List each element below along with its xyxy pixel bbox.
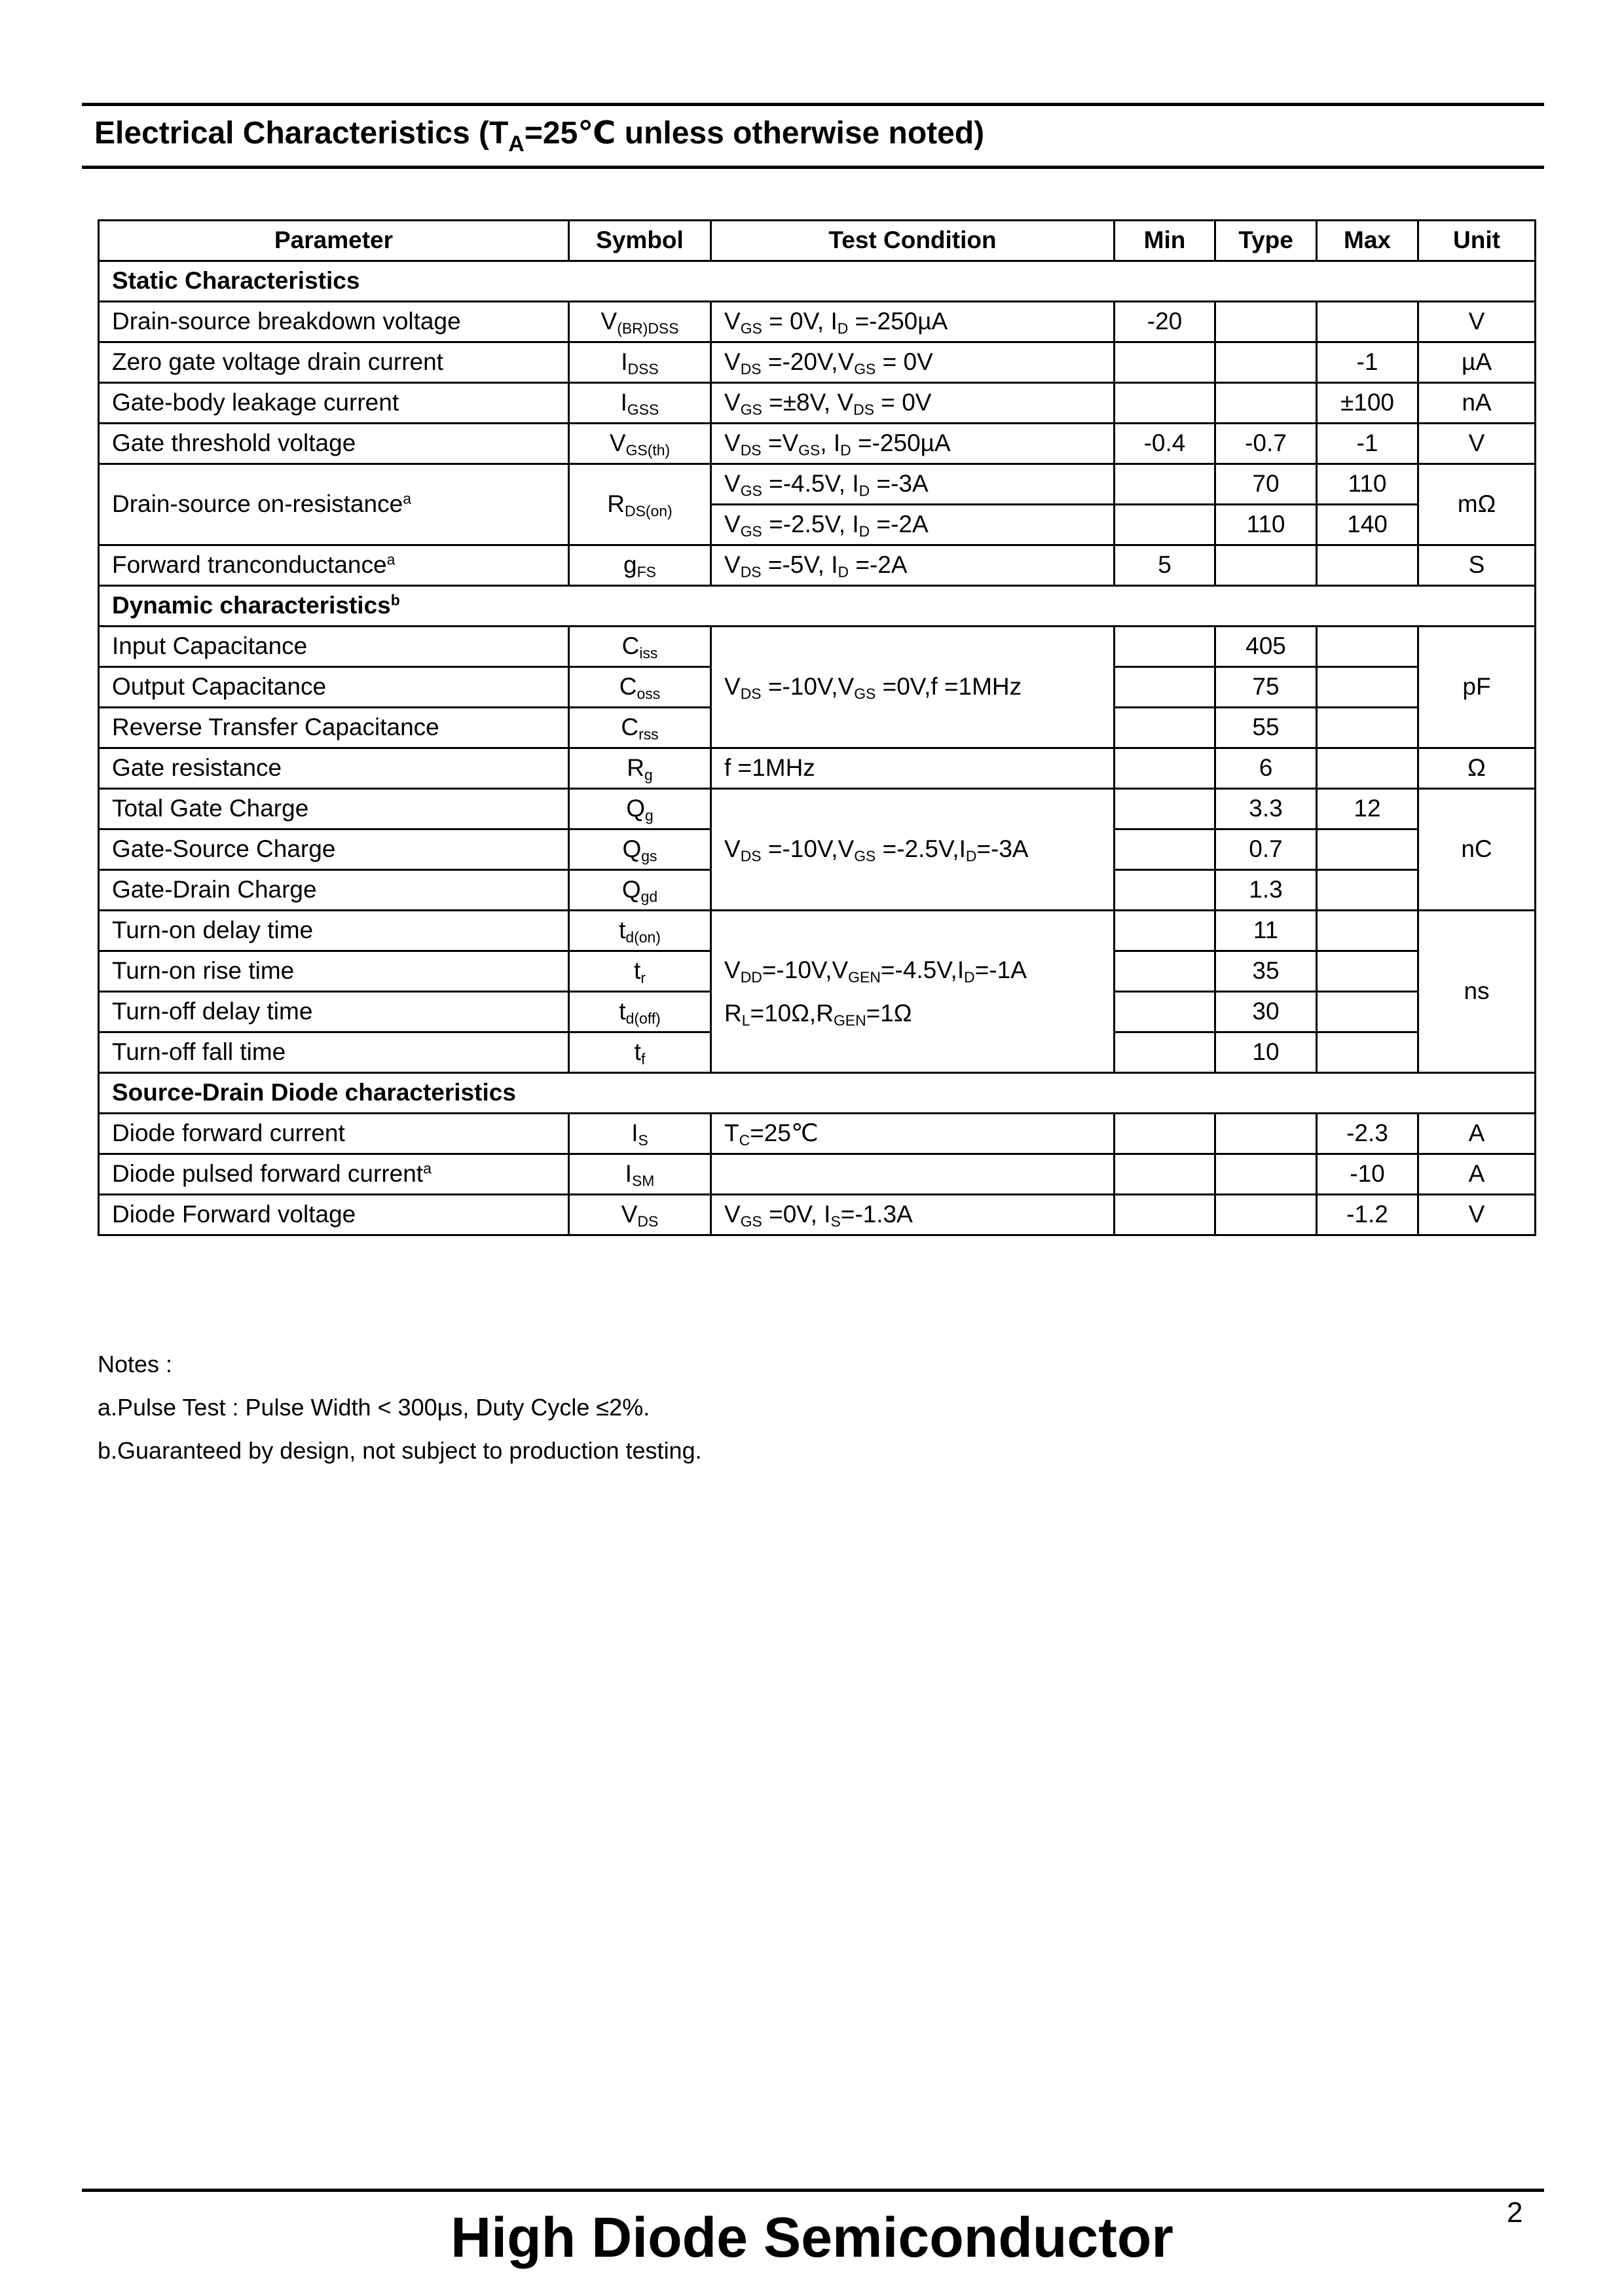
min-cell bbox=[1115, 1114, 1215, 1154]
type-cell: 70 bbox=[1215, 464, 1317, 505]
max-cell: -10 bbox=[1317, 1154, 1418, 1195]
max-cell bbox=[1317, 829, 1418, 870]
min-cell bbox=[1115, 911, 1215, 951]
symbol-cell: $I_{DSS}$ bbox=[569, 342, 711, 383]
type-cell: 3.3 bbox=[1215, 789, 1317, 829]
unit-cell: mΩ bbox=[1418, 464, 1536, 545]
type-cell: -0.7 bbox=[1215, 424, 1317, 464]
param-cell: Output Capacitance bbox=[99, 667, 569, 708]
max-cell bbox=[1317, 951, 1418, 992]
type-cell: 1.3 bbox=[1215, 870, 1317, 911]
param-cell: Drain-source breakdown voltage bbox=[99, 302, 569, 342]
unit-cell: nC bbox=[1418, 789, 1536, 911]
symbol-cell: $Q_g$ bbox=[569, 789, 711, 829]
section-diode: Source-Drain Diode characteristics bbox=[99, 1073, 1536, 1114]
symbol-cell: $Q_{gs}$ bbox=[569, 829, 711, 870]
symbol-cell: $I_S$ bbox=[569, 1114, 711, 1154]
type-cell: 110 bbox=[1215, 505, 1317, 545]
symbol-cell: $Q_{gd}$ bbox=[569, 870, 711, 911]
symbol-cell: $I_{GSS}$ bbox=[569, 383, 711, 424]
unit-cell: A bbox=[1418, 1114, 1536, 1154]
min-cell: -20 bbox=[1115, 302, 1215, 342]
type-cell: 405 bbox=[1215, 627, 1317, 667]
min-cell bbox=[1115, 505, 1215, 545]
param-cell: Diode Forward voltage bbox=[99, 1195, 569, 1235]
param-cell: Gate-Source Charge bbox=[99, 829, 569, 870]
section-row bbox=[99, 261, 1536, 302]
min-cell bbox=[1115, 748, 1215, 789]
param-cell: Diode pulsed forward current$^a$ bbox=[99, 1154, 569, 1195]
param-cell: Input Capacitance bbox=[99, 627, 569, 667]
switch-condition-line-1: $V_{DD}=-10V,V_{GEN}=-4.5V,I_D=-1A$ bbox=[724, 956, 1027, 985]
condition-cell: $V_{DS} =-20V,V_{GS} = 0V$ bbox=[711, 342, 1115, 383]
section-row bbox=[99, 586, 1536, 627]
table-row bbox=[99, 748, 1536, 789]
max-cell: -2.3 bbox=[1317, 1114, 1418, 1154]
type-cell: 30 bbox=[1215, 992, 1317, 1032]
page-title: Electrical Characteristics ($T_A=25℃$ unless otherwise noted) bbox=[94, 116, 985, 156]
table-row bbox=[99, 342, 1536, 383]
condition-cell: $V_{DS} =-5V$, $I_D =-2A$ bbox=[711, 545, 1115, 586]
condition-cell bbox=[711, 1154, 1115, 1195]
header-max: Max bbox=[1317, 221, 1418, 261]
type-cell bbox=[1215, 302, 1317, 342]
min-cell bbox=[1115, 667, 1215, 708]
section-static: Static Characteristics bbox=[99, 261, 1536, 302]
condition-cell: $V_{GS} =\pm 8V$, $V_{DS} = 0V$ bbox=[711, 383, 1115, 424]
param-cell: Turn-off delay time bbox=[99, 992, 569, 1032]
max-cell: -1 bbox=[1317, 342, 1418, 383]
page-number: 2 bbox=[1507, 2196, 1523, 2229]
param-cell: Diode forward current bbox=[99, 1114, 569, 1154]
min-cell bbox=[1115, 1195, 1215, 1235]
unit-cell: nA bbox=[1418, 383, 1536, 424]
symbol-cell: $C_{iss}$ bbox=[569, 627, 711, 667]
condition-cell: $V_{DS} =-10V,V_{GS} =0V,f =1MHz$ bbox=[711, 627, 1115, 748]
min-cell bbox=[1115, 708, 1215, 748]
symbol-cell: $V_{(BR)DSS}$ bbox=[569, 302, 711, 342]
min-cell bbox=[1115, 383, 1215, 424]
unit-cell: µA bbox=[1418, 342, 1536, 383]
section-row bbox=[99, 1073, 1536, 1114]
condition-cell: $T_C=25℃$ bbox=[711, 1114, 1115, 1154]
max-cell bbox=[1317, 302, 1418, 342]
condition-cell: $V_{GS} =-2.5V$, $I_D =-2A$ bbox=[711, 505, 1115, 545]
header-type: Type bbox=[1215, 221, 1317, 261]
symbol-cell: $C_{oss}$ bbox=[569, 667, 711, 708]
unit-cell: V bbox=[1418, 1195, 1536, 1235]
type-cell: 75 bbox=[1215, 667, 1317, 708]
min-cell bbox=[1115, 1154, 1215, 1195]
max-cell bbox=[1317, 911, 1418, 951]
type-cell bbox=[1215, 1114, 1317, 1154]
footer-rule bbox=[82, 2189, 1544, 2192]
condition-cell: $V_{GS} =0V$, $I_S=-1.3A$ bbox=[711, 1195, 1115, 1235]
max-cell: -1 bbox=[1317, 424, 1418, 464]
max-cell bbox=[1317, 667, 1418, 708]
max-cell bbox=[1317, 748, 1418, 789]
table-row bbox=[99, 464, 1536, 505]
max-cell bbox=[1317, 545, 1418, 586]
table-row bbox=[99, 424, 1536, 464]
type-cell bbox=[1215, 342, 1317, 383]
max-cell: 140 bbox=[1317, 505, 1418, 545]
condition-cell: $V_{DS} =-10V,V_{GS} =-2.5V,I_D=-3A$ bbox=[711, 789, 1115, 911]
param-cell: Turn-off fall time bbox=[99, 1032, 569, 1073]
type-cell: 55 bbox=[1215, 708, 1317, 748]
switch-condition-line-2: $R_L=10\Omega,R_{GEN}=1\Omega$ bbox=[724, 999, 912, 1029]
footer-brand: High Diode Semiconductor bbox=[451, 2206, 1173, 2269]
header-rule-top bbox=[82, 103, 1544, 106]
table-row bbox=[99, 383, 1536, 424]
symbol-cell: $V_{DS}$ bbox=[569, 1195, 711, 1235]
unit-cell: A bbox=[1418, 1154, 1536, 1195]
header-parameter: Parameter bbox=[99, 221, 569, 261]
symbol-cell: $g_{FS}$ bbox=[569, 545, 711, 586]
param-cell: Total Gate Charge bbox=[99, 789, 569, 829]
param-cell: Zero gate voltage drain current bbox=[99, 342, 569, 383]
max-cell bbox=[1317, 992, 1418, 1032]
header-unit: Unit bbox=[1418, 221, 1536, 261]
header-test-condition: Test Condition bbox=[711, 221, 1115, 261]
table-row bbox=[99, 1154, 1536, 1195]
type-cell bbox=[1215, 1154, 1317, 1195]
min-cell: -0.4 bbox=[1115, 424, 1215, 464]
type-cell: 0.7 bbox=[1215, 829, 1317, 870]
condition-cell: $V_{GS} =-4.5V$, $I_D =-3A$ bbox=[711, 464, 1115, 505]
min-cell bbox=[1115, 829, 1215, 870]
table-row bbox=[99, 302, 1536, 342]
notes bbox=[98, 1343, 702, 1472]
symbol-cell: $C_{rss}$ bbox=[569, 708, 711, 748]
condition-cell bbox=[711, 911, 1115, 1073]
unit-cell: pF bbox=[1418, 627, 1536, 748]
table-row bbox=[99, 1114, 1536, 1154]
table-row bbox=[99, 627, 1536, 667]
table-row bbox=[99, 911, 1536, 951]
condition-cell: $V_{DS} =V_{GS}$, $I_D =-250\mu A$ bbox=[711, 424, 1115, 464]
param-cell: Drain-source on-resistance$^a$ bbox=[99, 464, 569, 545]
param-cell: Reverse Transfer Capacitance bbox=[99, 708, 569, 748]
table-row bbox=[99, 545, 1536, 586]
min-cell bbox=[1115, 342, 1215, 383]
unit-cell: Ω bbox=[1418, 748, 1536, 789]
symbol-cell: $I_{SM}$ bbox=[569, 1154, 711, 1195]
table-row bbox=[99, 1195, 1536, 1235]
header-rule-bottom bbox=[82, 166, 1544, 169]
min-cell bbox=[1115, 992, 1215, 1032]
param-cell: Gate-Drain Charge bbox=[99, 870, 569, 911]
unit-cell: V bbox=[1418, 302, 1536, 342]
min-cell bbox=[1115, 789, 1215, 829]
note-b: b.Guaranteed by design, not subject to production testing. bbox=[98, 1437, 702, 1464]
max-cell: -1.2 bbox=[1317, 1195, 1418, 1235]
type-cell: 11 bbox=[1215, 911, 1317, 951]
table-header-row bbox=[99, 221, 1536, 261]
min-cell bbox=[1115, 951, 1215, 992]
param-cell: Forward tranconductance$^a$ bbox=[99, 545, 569, 586]
header-symbol: Symbol bbox=[569, 221, 711, 261]
max-cell: 12 bbox=[1317, 789, 1418, 829]
type-cell bbox=[1215, 545, 1317, 586]
max-cell bbox=[1317, 870, 1418, 911]
symbol-cell: $t_{d(off)}$ bbox=[569, 992, 711, 1032]
symbol-cell: $t_r$ bbox=[569, 951, 711, 992]
type-cell: 10 bbox=[1215, 1032, 1317, 1073]
param-cell: Turn-on rise time bbox=[99, 951, 569, 992]
max-cell bbox=[1317, 627, 1418, 667]
condition-cell: f =1MHz bbox=[711, 748, 1115, 789]
min-cell bbox=[1115, 1032, 1215, 1073]
max-cell bbox=[1317, 708, 1418, 748]
section-dynamic: Dynamic characteristics$^b$ bbox=[99, 586, 1536, 627]
type-cell bbox=[1215, 1195, 1317, 1235]
notes-heading: Notes : bbox=[98, 1351, 173, 1377]
param-cell: Gate threshold voltage bbox=[99, 424, 569, 464]
unit-cell: V bbox=[1418, 424, 1536, 464]
type-cell bbox=[1215, 383, 1317, 424]
min-cell bbox=[1115, 464, 1215, 505]
max-cell: ±100 bbox=[1317, 383, 1418, 424]
condition-cell: $V_{GS} = 0V$, $I_D =-250\mu A$ bbox=[711, 302, 1115, 342]
symbol-cell: $V_{GS(th)}$ bbox=[569, 424, 711, 464]
table-row bbox=[99, 789, 1536, 829]
type-cell: 35 bbox=[1215, 951, 1317, 992]
note-a: a.Pulse Test : Pulse Width < 300µs, Duty Cycle ≤2%. bbox=[98, 1394, 650, 1421]
electrical-characteristics-table bbox=[98, 219, 1536, 1236]
type-cell: 6 bbox=[1215, 748, 1317, 789]
unit-cell: ns bbox=[1418, 911, 1536, 1073]
min-cell: 5 bbox=[1115, 545, 1215, 586]
symbol-cell: $t_{d(on)}$ bbox=[569, 911, 711, 951]
param-cell: Turn-on delay time bbox=[99, 911, 569, 951]
max-cell: 110 bbox=[1317, 464, 1418, 505]
symbol-cell: $t_f$ bbox=[569, 1032, 711, 1073]
unit-cell: S bbox=[1418, 545, 1536, 586]
min-cell bbox=[1115, 870, 1215, 911]
symbol-cell: $R_{DS(on)}$ bbox=[569, 464, 711, 545]
max-cell bbox=[1317, 1032, 1418, 1073]
param-cell: Gate resistance bbox=[99, 748, 569, 789]
header-min: Min bbox=[1115, 221, 1215, 261]
symbol-cell: $R_g$ bbox=[569, 748, 711, 789]
min-cell bbox=[1115, 627, 1215, 667]
param-cell: Gate-body leakage current bbox=[99, 383, 569, 424]
